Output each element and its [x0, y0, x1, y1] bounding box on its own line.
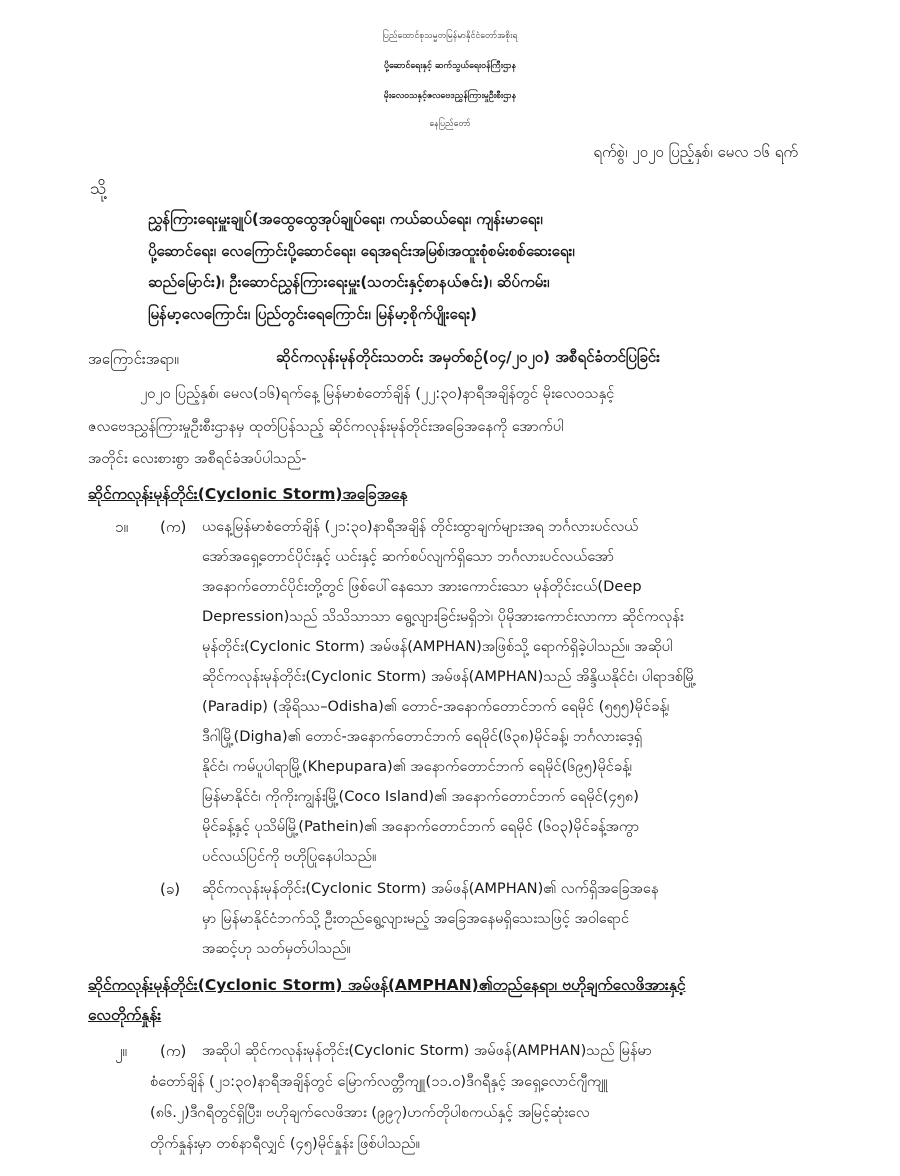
header-city: နေပြည်တော် [429, 119, 471, 129]
section2-item-a-line: အဆိုပါ ဆိုင်ကလုန်းမုန်တိုင်း(Cyclonic Storm) အမ်ဖန်(AMPHAN)သည် မြန်မာ [202, 1042, 652, 1059]
intro-line: အတိုင်း လေးစားစွာ အစီရင်ခံအပ်ပါသည်- [88, 450, 307, 467]
subject-text: ဆိုင်ကလုန်းမုန်တိုင်းသတင်း အမှတ်စဉ်(၀၄/၂၀၂၀) အစီရင်ခံတင်ပြခြင်း [276, 348, 660, 366]
recipient-line: မြန်မာ့လေကြောင်း၊ ပြည်တွင်းရေကြောင်း၊ မြန်မာ့စိုက်ပျိုးရေး) [148, 305, 477, 323]
section1-item-a-line: မုန်တိုင်း(Cyclonic Storm) အမ်ဖန်(AMPHAN)အဖြစ်သို့ ရောက်ရှိခဲ့ပါသည်။ အဆိုပါ [202, 638, 673, 655]
section1-heading: ဆိုင်ကလုန်းမုန်တိုင်း(Cyclonic Storm)အခြေအနေ [88, 485, 408, 503]
section1-item-a-line: မြန်မာနိုင်ငံ၊ ကိုကိုးကျွန်းမြို့(Coco Island)၏ အနောက်တောင်ဘက် ရေမိုင်(၄၅၈) [202, 788, 639, 805]
section1-item-a-line: ဆိုင်ကလုန်းမုန်တိုင်း(Cyclonic Storm) အမ်ဖန်(AMPHAN)သည် အိန္ဒိယနိုင်ငံ၊ ပါရာဒစ်မြို့ [202, 668, 697, 685]
section2-item-a-label: (က) [160, 1042, 187, 1060]
section2-item-a-line: စံတော်ချိန် (၂၁:၃၀)နာရီအချိန်တွင် မြောက်လတ္တီကျူ(၁၁.၀)ဒီဂရီနှင့် အရှေ့လောင်ဂျီကျူ [150, 1073, 608, 1090]
recipient-line: ညွှန်ကြားရေးမှူးချုပ်(အထွေထွေအုပ်ချုပ်ရေး၊ ကယ်ဆယ်ရေး၊ ကျန်းမာရေး၊ [148, 210, 543, 228]
section2-item-a-line: တိုက်နှုန်းမှာ တစ်နာရီလျှင် (၄၅)မိုင်နှုန်း ဖြစ်ပါသည်။ [150, 1135, 421, 1152]
section1-item-b-line: ဆိုင်ကလုန်းမုန်တိုင်း(Cyclonic Storm) အမ်ဖန်(AMPHAN)၏ လက်ရှိအခြေအနေ [202, 880, 659, 897]
header-department: မိုးလေဝသနှင့်ဇလဗေဒညွှန်ကြားမှုဦးစီးဌာန [383, 91, 517, 101]
section1-item-a-line: အော်အရှေ့တောင်ပိုင်းနှင့် ယင်းနှင့် ဆက်စပ်လျက်ရှိသော ဘင်္ဂလားပင်လယ်အော် [202, 548, 615, 565]
section1-item-a-line: Depression)သည် သိသိသာသာ ရွေ့လျားခြင်းမရှိဘဲ၊ ပိုမိုအားကောင်းလာကာ ဆိုင်ကလုန်း [202, 608, 684, 625]
recipient-line: ပို့ဆောင်ရေး၊ လေကြောင်းပို့ဆောင်ရေး၊ ရေအရင်းအမြစ်၊အထူးစုံစမ်းစစ်ဆေးရေး၊ [148, 242, 575, 260]
header-ministry: ပို့ဆောင်ရေးနှင့် ဆက်သွယ်ရေးဝန်ကြီးဌာန [383, 61, 517, 71]
section2-item-a-line: (၈၆.၂)ဒီဂရီတွင်ရှိပြီး၊ ဗဟိုချက်လေဖိအား (၉၉၇)ဟက်တိုပါစကယ်နှင့် အမြင့်ဆုံးလေ [150, 1104, 590, 1121]
section2-heading-continued: လေတိုက်နှုန်း [88, 1006, 162, 1024]
subject-label: အကြောင်းအရာ။ [88, 350, 179, 368]
intro-line: ၂၀၂၀ ပြည့်နှစ်၊ မေလ(၁၆)ရက်နေ့ မြန်မာစံတော်ချိန် (၂၂:၃၀)နာရီအချိန်တွင် မိုးလေဝသနှင့် [140, 385, 615, 402]
section1-item-a-line: ဒီဂါမြို့(Digha)၏ တောင်-အနောက်တောင်ဘက် ရေမိုင်(၆၃၈)မိုင်ခန့်၊ ဘင်္ဂလားဒေ့ရှ် [202, 728, 643, 745]
section1-item-a-line: အနောက်တောင်ပိုင်းတို့တွင် ဖြစ်ပေါ်နေသော အားကောင်းသော မုန်တိုင်းငယ်(Deep [202, 578, 642, 595]
header-government: ပြည်ထောင်စုသမ္မတမြန်မာနိုင်ငံတော်အစိုးရ [382, 31, 518, 41]
section1-item-b-line: အဆင့်ဟု သတ်မှတ်ပါသည်။ [202, 940, 351, 957]
to-label: သို့ [90, 179, 107, 199]
section1-item-a-line: မိုင်ခန့်နှင့် ပုသိမ်မြို့(Pathein)၏ အနောက်တောင်ဘက် ရေမိုင် (၆၀၃)မိုင်ခန့်အကွာ [202, 818, 640, 835]
section1-item-a-label: (က) [160, 518, 187, 536]
intro-line: ဇလဗေဒညွှန်ကြားမှုဦးစီးဌာနမှ ထုတ်ပြန်သည့် ဆိုင်ကလုန်းမုန်တိုင်းအခြေအနေကို အောက်ပါ [88, 418, 564, 435]
section1-item-b-line: မှာ မြန်မာနိုင်ငံဘက်သို့ ဦးတည်ရွေ့လျားမည့် အခြေအနေမရှိသေးသဖြင့် အဝါရောင် [202, 910, 630, 927]
recipient-line: ဆည်မြောင်း)၊ ဦးဆောင်ညွှန်ကြားရေးမှူး(သတင်းနှင့်စာနယ်ဇင်း)၊ ဆိပ်ကမ်း၊ [148, 273, 550, 291]
section2-heading: ဆိုင်ကလုန်းမုန်တိုင်း(Cyclonic Storm) အမ်ဖန်(AMPHAN)၏တည်နေရာ၊ ဗဟိုချက်လေဖိအားနှင့် [88, 976, 686, 994]
section1-item-a-line: ယနေ့မြန်မာစံတော်ချိန် (၂၁:၃၀)နာရီအချိန် တိုင်းထွာချက်များအရ ဘင်္ဂလားပင်လယ် [202, 518, 639, 535]
section1-item-a-line: ပင်လယ်ပြင်ကို ဗဟိုပြုနေပါသည်။ [202, 848, 377, 865]
section1-item-a-line: (Paradip) (အိုရိဿ–Odisha)၏ တောင်-အနောက်တောင်ဘက် ရေမိုင် (၅၅၅)မိုင်ခန့်၊ [202, 698, 670, 715]
section1-number: ၁။ [115, 518, 128, 536]
document-date: ရက်စွဲ၊ ၂၀၂၀ ပြည့်နှစ်၊ မေလ ၁၆ ရက် [593, 143, 798, 161]
section1-item-a-line: နိုင်ငံ၊ ကမ်ပူပါရာမြို့(Khepupara)၏ အနောက်တောင်ဘက် ရေမိုင်(၆၉၅)မိုင်ခန့်၊ [202, 758, 632, 775]
section2-number: ၂။ [115, 1042, 127, 1060]
section1-item-b-label: (ခ) [160, 880, 181, 898]
